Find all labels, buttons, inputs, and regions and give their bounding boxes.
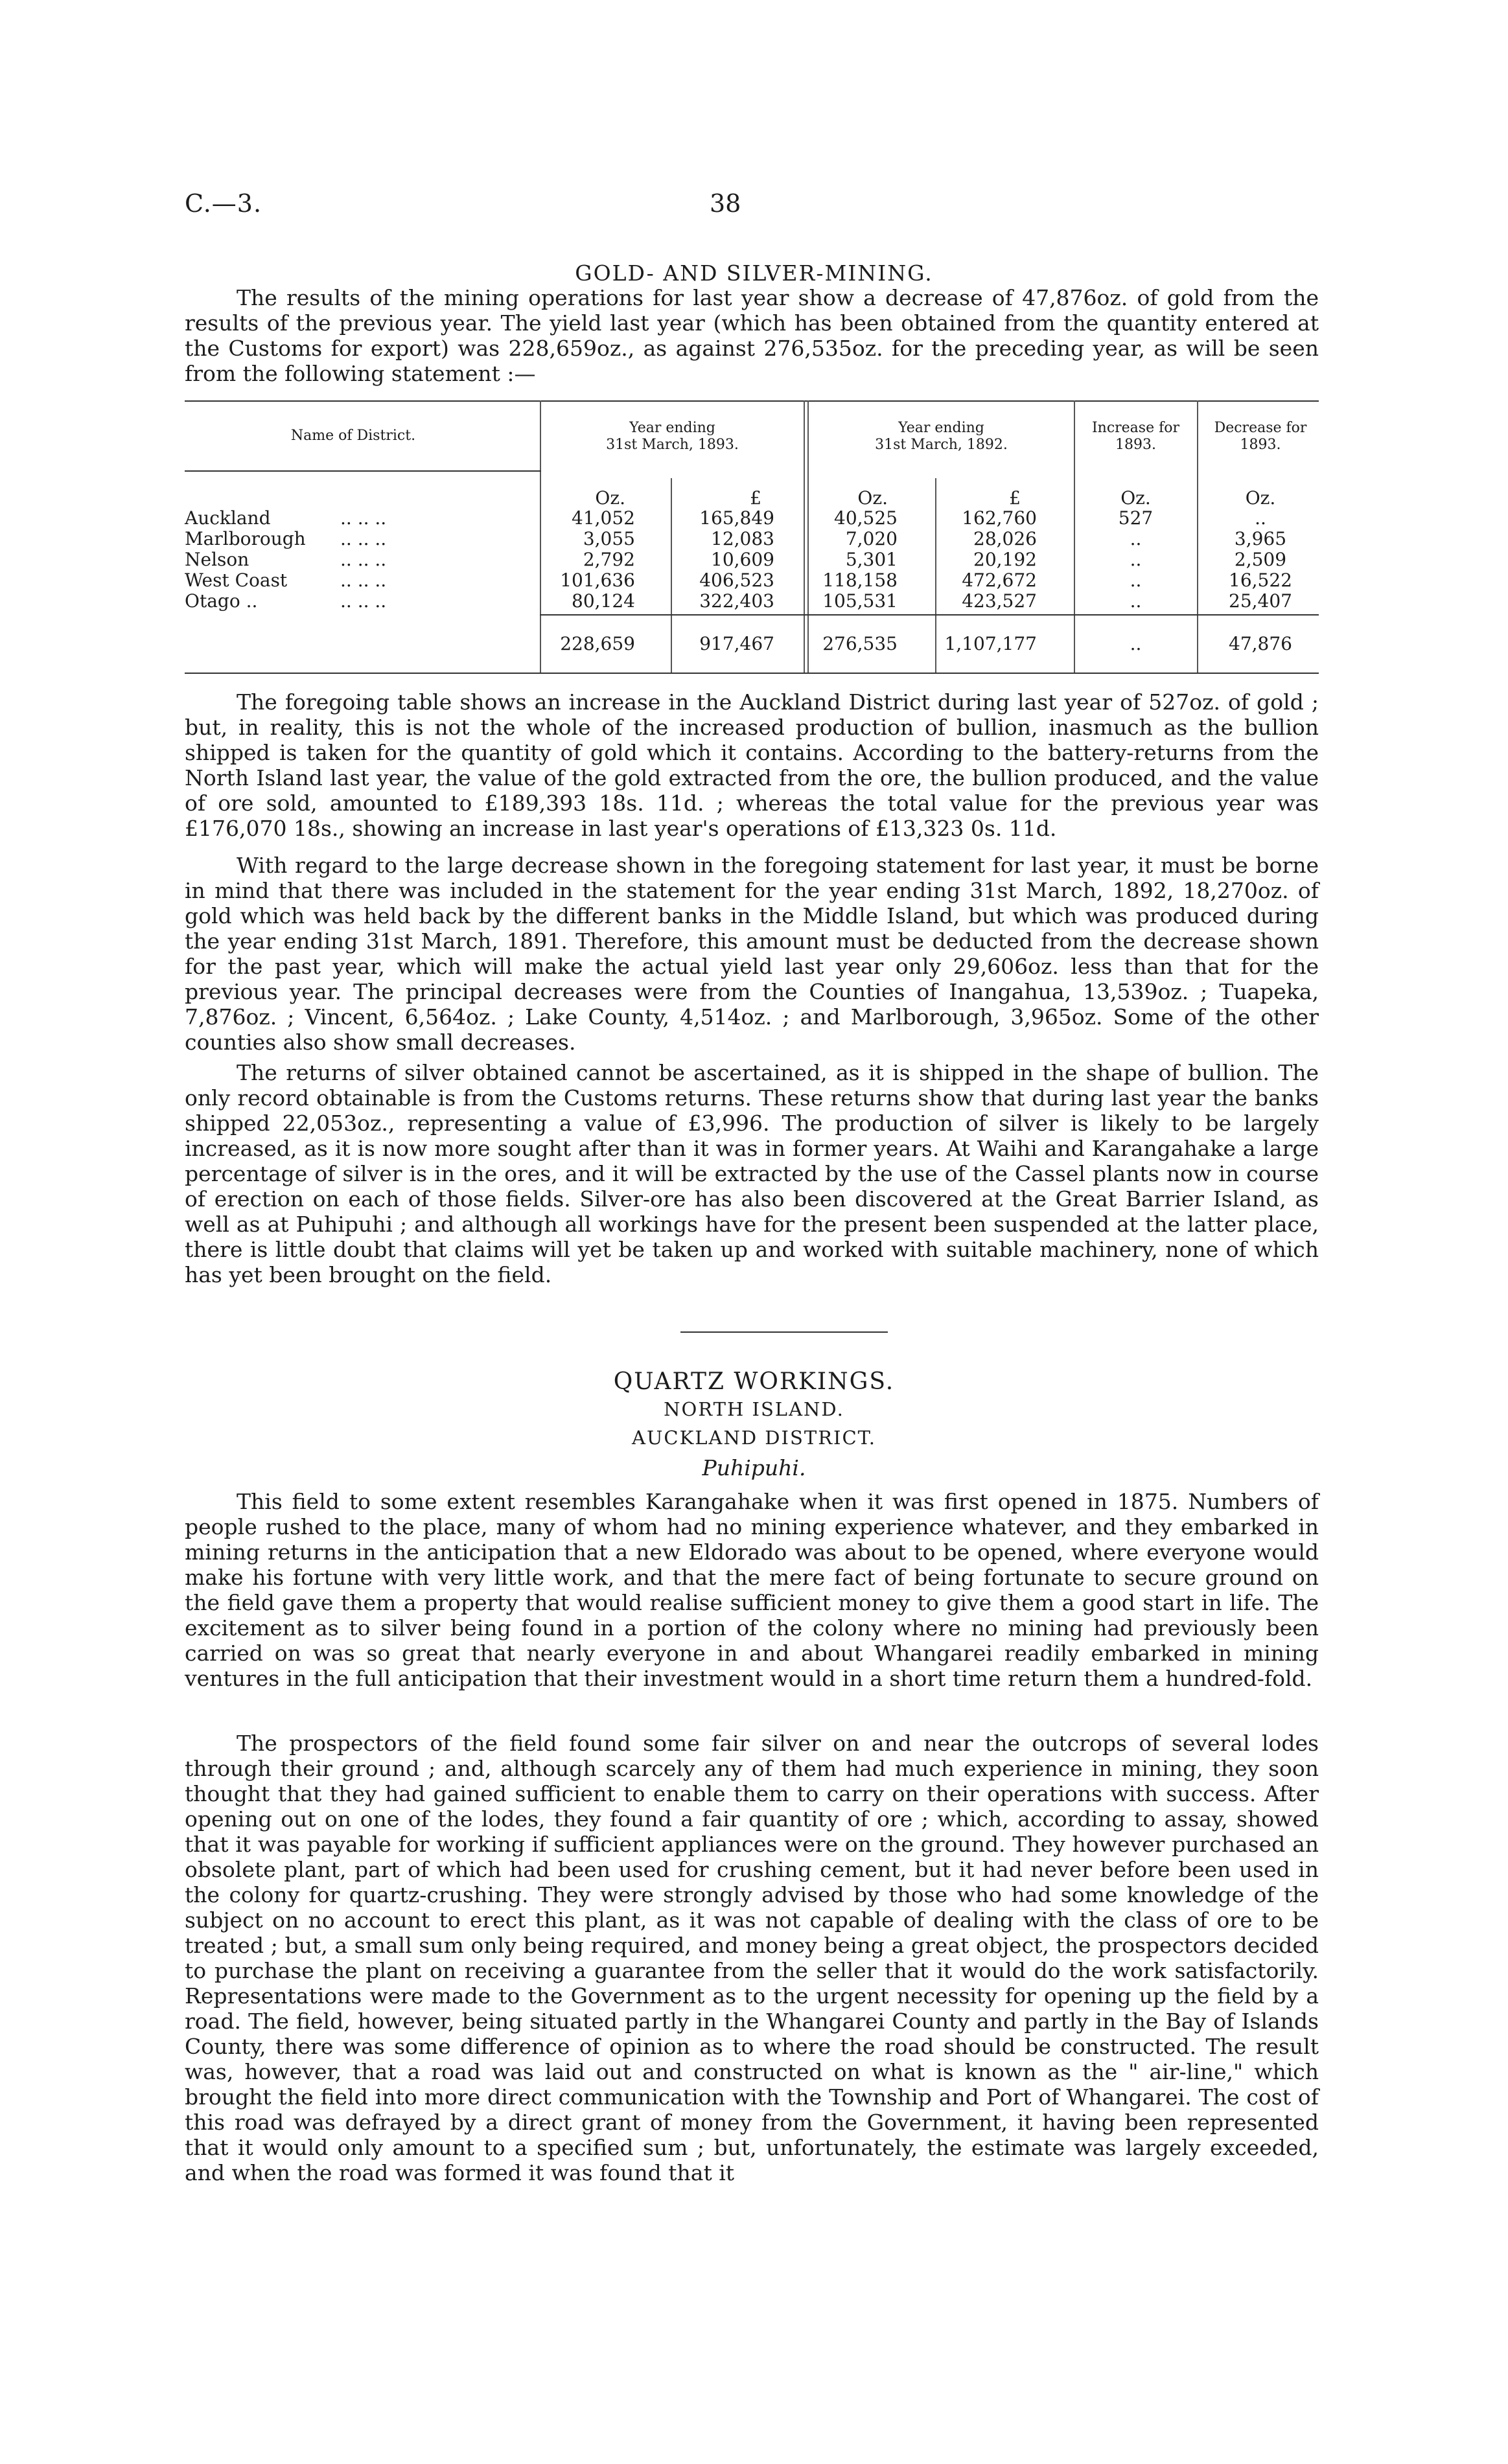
row-oz-1893: 101,636 [560, 570, 635, 591]
total-oz-1893: 228,659 [560, 633, 635, 654]
table-divider [935, 478, 936, 673]
header-1892 [817, 420, 1066, 454]
page-header [185, 189, 1325, 228]
gold-statistics-table [185, 400, 1319, 692]
row-leader: .. .. .. [340, 528, 387, 549]
row-value-1892: 20,192 [973, 549, 1037, 570]
row-oz-1892: 40,525 [834, 507, 898, 529]
row-value-1893: 165,849 [699, 507, 774, 529]
header-decrease [1202, 420, 1319, 454]
row-district: West Coast [185, 570, 288, 591]
header-decrease-line1: Decrease for [1214, 420, 1307, 436]
paragraph-puhipuhi-2: The prospectors of the field found some fair silver on and near the outcrops of several lodes through their ground ; and, although scarcely any of them had much experience in mining, they soon thought that they had gained sufficient to enable them to carry on their operations with success. After opening out on one of the lodes, they found a fair quantity of ore ; which, according to assay, showed that it was payable for working if sufficient appliances were on the ground. They however purchased an obsolete plant, part of which had been used for crushing cement, but it had never before been used in the colony for quartz-crushing. They were strongly advised by those who had some knowledge of the subject on no account to erect this plant, as it was not capable of dealing with the class of ore to be treated ; but, a small sum only being required, and money being a great object, the prospectors decided to purchase the plant on receiving a guarantee from the seller that it would do the work satisfactorily. Representations were made to the Government as to the urgent necessity for opening up the field by a road. The field, however, being situated partly in the Whangarei County and partly in the Bay of Islands County, there was some difference of opinion as to where the road should be constructed. The result was, however, that a road was laid out and constructed on what is known as the " air-line," which brought the field into more direct communication with the Township and Port of Whangarei. The cost of this road was defrayed by a direct grant of money from the Government, it having been represented that it would only amount to a specified sum ; but, unfortunately, the estimate was largely exceeded, and when the road was formed it was found that it [185, 1731, 1319, 2185]
unit-oz-1893: Oz. [595, 487, 625, 509]
row-oz-1892: 7,020 [845, 528, 898, 549]
row-district: Auckland [185, 507, 271, 529]
row-value-1893: 10,609 [711, 549, 774, 570]
row-oz-1892: 118,158 [822, 570, 898, 591]
row-increase: .. [1130, 570, 1142, 591]
row-oz-1892: 105,531 [822, 590, 898, 612]
row-decrease: 3,965 [1234, 528, 1287, 549]
intro-paragraph: The results of the mining operations for last year show a decrease of 47,876oz. of gold from the results of the previous year. The yield last year (which has been obtained from the quantity entered at the Customs for export) was 228,659oz., as against 276,535oz. for the preceding year, as will be seen from the following statement :— [185, 285, 1319, 386]
row-value-1893: 322,403 [699, 590, 774, 612]
header-district: Name of District. [290, 428, 416, 444]
unit-oz-1892: Oz. [857, 487, 888, 509]
total-decrease: 47,876 [1229, 633, 1292, 654]
table-divider [1074, 400, 1075, 673]
header-increase [1079, 420, 1192, 454]
row-value-1892: 162,760 [962, 507, 1037, 529]
header-1892-line2: 31st March, 1892. [875, 437, 1008, 453]
paragraph-puhipuhi-1: This field to some extent resembles Karangahake when it was first opened in 1875. Numbers of people rushed to the place, many of whom had no mining experience whatever, and they embarked in mining returns in the anticipation that a new Eldorado was about to be opened, where everyone would make his fortune with very little work, and that the mere fact of being fortunate to secure ground on the field gave them a property that would realise sufficient money to give them a good start in life. The excitement as to silver being found in a portion of the colony where no mining had previously been carried on was so great that nearly everyone in and about Whangarei readily embarked in mining ventures in the full anticipation that their investment would in a short time return them a hundred-fold. [185, 1489, 1319, 1691]
row-value-1892: 472,672 [962, 570, 1037, 591]
row-oz-1893: 3,055 [583, 528, 635, 549]
row-oz-1893: 80,124 [572, 590, 635, 612]
row-increase: .. [1130, 528, 1142, 549]
row-district: Marlborough [185, 528, 306, 549]
district-heading: AUCKLAND DISTRICT. [632, 1427, 876, 1449]
row-value-1893: 12,083 [711, 528, 774, 549]
header-1892-line1: Year ending [898, 420, 984, 436]
row-leader: .. .. .. [340, 507, 387, 529]
row-district: Otago .. [185, 590, 258, 612]
field-heading: Puhipuhi. [702, 1455, 806, 1480]
header-increase-line2: 1893. [1115, 437, 1156, 453]
table-top-rule [185, 400, 1319, 402]
row-value-1892: 423,527 [962, 590, 1037, 612]
section-subtitle-north-island: NORTH ISLAND. [664, 1398, 844, 1420]
totals-rule [540, 614, 1319, 616]
table-divider [1197, 400, 1198, 673]
unit-oz-decrease: Oz. [1245, 487, 1276, 509]
row-leader: .. .. .. [340, 549, 387, 570]
row-decrease: .. [1255, 507, 1266, 529]
total-oz-1892: 276,535 [822, 633, 898, 654]
row-value-1892: 28,026 [973, 528, 1037, 549]
header-rule [185, 470, 541, 472]
row-leader: .. .. .. [340, 570, 387, 591]
unit-oz-increase: Oz. [1120, 487, 1151, 509]
row-increase: .. [1130, 549, 1142, 570]
row-decrease: 2,509 [1234, 549, 1287, 570]
unit-pound-1893: £ [750, 487, 761, 509]
row-oz-1893: 2,792 [583, 549, 635, 570]
section-title-gold: GOLD- AND SILVER-MINING. [575, 260, 933, 286]
section-title-quartz: QUARTZ WORKINGS. [613, 1368, 895, 1395]
table-divider [540, 400, 541, 673]
row-decrease: 16,522 [1229, 570, 1292, 591]
total-increase: .. [1130, 633, 1142, 654]
page-reference: C.—3. [185, 189, 262, 218]
paragraph-decrease: With regard to the large decrease shown in the foregoing statement for last year, it must be borne in mind that there was included in the statement for the year ending 31st March, 1892, 18,270oz. of gold which was held back by the different banks in the Middle Island, but which was produced during the year ending 31st March, 1891. Therefore, this amount must be deducted from the decrease shown for the past year, which will make the actual yield last year only 29,606oz. less than that for the previous year. The principal decreases were from the Counties of Inangahua, 13,539oz. ; Tuapeka, 7,876oz. ; Vincent, 6,564oz. ; Lake County, 4,514oz. ; and Marlborough, 3,965oz. Some of the other counties also show small decreases. [185, 853, 1319, 1055]
page-number: 38 [710, 189, 741, 218]
header-1893-line1: Year ending [629, 420, 715, 436]
row-oz-1893: 41,052 [572, 507, 635, 529]
section-separator [680, 1331, 888, 1333]
row-leader: .. .. .. [340, 590, 387, 612]
header-increase-line1: Increase for [1091, 420, 1180, 436]
paragraph-auckland-increase: The foregoing table shows an increase in the Auckland District during last year of 527oz. of gold ; but, in reality, this is not the whole of the increased production of bullion, inasmuch as the bullion shipped is taken for the quantity of gold which it contains. According to the battery-returns from the North Island last year, the value of the gold extracted from the ore, the bullion produced, and the value of ore sold, amounted to £189,393 18s. 11d. ; whereas the total value for the previous year was £176,070 18s., showing an increase in last year's operations of £13,323 0s. 11d. [185, 689, 1319, 841]
paragraph-silver: The returns of silver obtained cannot be ascertained, as it is shipped in the shape of bullion. The only record obtainable is from the Customs returns. These returns show that during last year the banks shipped 22,053oz., representing a value of £3,996. The production of silver is likely to be largely increased, as it is now more sought after than it was in former years. At Waihi and Karangahake a large percentage of silver is in the ores, and it will be extracted by the use of the Cassel plants now in course of erection on each of those fields. Silver-ore has also been discovered at the Great Barrier Island, as well as at Puhipuhi ; and although all workings have for the present been suspended at the latter place, there is little doubt that claims will yet be taken up and worked with suitable machinery, none of which has yet been brought on the field. [185, 1060, 1319, 1287]
total-value-1892: 1,107,177 [944, 633, 1037, 654]
table-divider [807, 400, 809, 673]
row-increase: 527 [1118, 507, 1154, 529]
unit-pound-1892: £ [1009, 487, 1021, 509]
total-value-1893: 917,467 [699, 633, 774, 654]
header-decrease-line2: 1893. [1240, 437, 1281, 453]
table-bottom-rule [185, 673, 1319, 674]
row-decrease: 25,407 [1229, 590, 1292, 612]
row-value-1893: 406,523 [699, 570, 774, 591]
row-oz-1892: 5,301 [845, 549, 898, 570]
row-increase: .. [1130, 590, 1142, 612]
table-divider [804, 400, 805, 673]
header-1893 [548, 420, 797, 454]
table-divider [671, 478, 672, 673]
row-district: Nelson [185, 549, 249, 570]
header-1893-line2: 31st March, 1893. [606, 437, 739, 453]
